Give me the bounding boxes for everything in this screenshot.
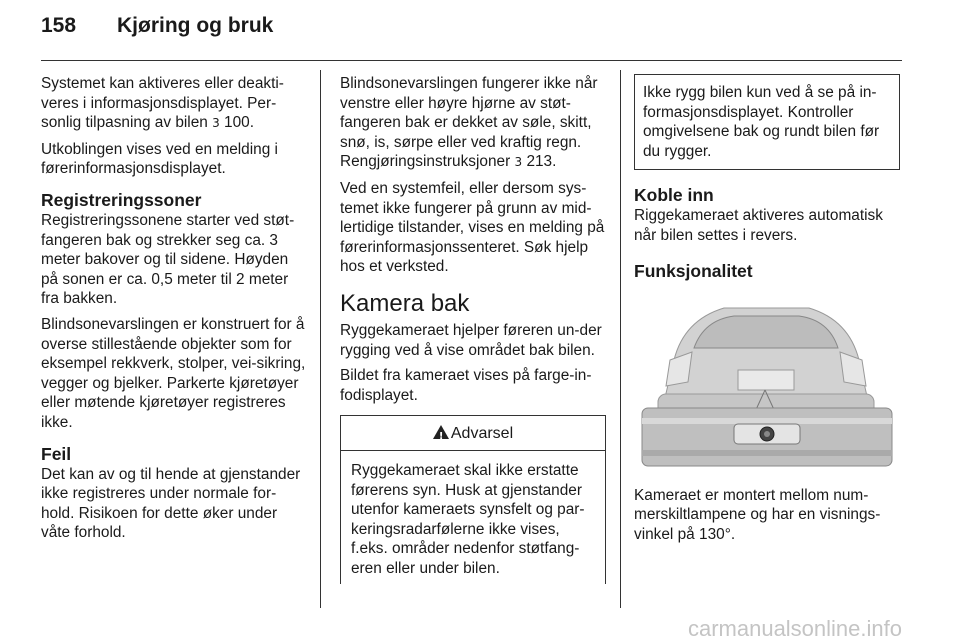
col2-paragraph-3: Ryggekameraet hjelper føreren un-der rygging ved å vise området bak bilen. (340, 321, 602, 359)
page-title: Kjøring og bruk (117, 14, 274, 37)
heading-registreringssoner: Registreringssoner (41, 189, 202, 210)
heading-kamera-bak: Kamera bak (340, 289, 470, 317)
col1-paragraph-3: Registreringssonene starter ved støt-fangeren bak og strekker seg ca. 3 meter bakover og til sidene. Høyden på sonen er ca. 0,5 meter til 2 meter fra bakken. (41, 211, 295, 308)
col1-paragraph-5: Det kan av og til hende at gjenstander ikke registreres under normale for-hold. Risikoen for dette øker under våte forhold. (41, 465, 301, 542)
column-divider-2 (620, 70, 621, 608)
heading-feil: Feil (41, 443, 72, 464)
col1-paragraph-2: Utkoblingen vises ved en melding i førerinformasjonsdisplayet. (41, 140, 278, 178)
col3-paragraph-2: Kameraet er montert mellom num-merskiltlampene og har en visnings-vinkel på 130°. (634, 486, 881, 543)
col1-paragraph-4: Blindsonevarslingen er konstruert for å overse stillestående objekter som for eksempel rekkverk, stolper, vei-sikring, vegger og bjelker. Parkerte kjøretøyer eller møtende kjøretøyer registreres ikke. (41, 315, 306, 431)
column-3 (634, 74, 900, 550)
heading-koble-inn: Koble inn (634, 185, 714, 206)
header-rule (41, 60, 902, 61)
col2-paragraph-4: Bildet fra kameraet vises på farge-in-fodisplayet. (340, 367, 592, 404)
col1-p1-text: Systemet kan aktiveres eller deakti-veres i informasjonsdisplayet. Per-sonlig tilpasning av bilen (41, 75, 284, 132)
page-ref-link[interactable]: 213. (526, 153, 557, 171)
note-box: Ikke rygg bilen kun ved å se på in-formasjonsdisplayet. Kontroller omgivelsene bak og rundt bilen før du rygger. (634, 74, 900, 170)
col2-p1-text: Blindsonevarslingen fungerer ikke når venstre eller høyre hjørne av støt-fangeren bak er dekket av søle, skitt, snø, is, sørpe eller ved kraftig regn. Rengjøringsinstruksjoner (340, 75, 598, 171)
col1-paragraph-1 (41, 74, 307, 134)
warning-triangle-icon (433, 425, 449, 439)
column-divider-1 (320, 70, 321, 608)
warning-title: Advarsel (450, 425, 514, 443)
rear-camera-illustration (634, 290, 896, 478)
warning-header (341, 416, 605, 451)
col2-paragraph-1 (340, 74, 606, 173)
column-2 (340, 74, 606, 584)
page-ref-icon: 3 (514, 155, 523, 170)
watermark: carmanualsonline.info (687, 616, 902, 641)
col2-paragraph-2: Ved en systemfeil, eller dersom sys-temet ikke fungerer på grunn av mid-lertidige tilstander, vises en melding på førerinformasjonssenteret. Søk hjelp hos et verksted. (340, 179, 605, 276)
heading-funksjonalitet: Funksjonalitet (634, 260, 753, 281)
page-ref-icon: 3 (212, 116, 220, 131)
page-number: 158 (41, 14, 77, 37)
warning-box (340, 415, 606, 584)
warning-text: Ryggekameraet skal ikke erstatte førerens syn. Husk at gjenstander utenfor kameraets synsfelt og par-keringsradarfølerne ikke vises, f.eks. områder nedenfor støtfang-eren eller under bilen. (351, 461, 585, 577)
col3-paragraph-1: Riggekameraet aktiveres automatisk når bilen settes i revers. (634, 207, 883, 244)
page-ref-link[interactable]: 100. (224, 114, 255, 132)
column-1 (41, 74, 307, 549)
